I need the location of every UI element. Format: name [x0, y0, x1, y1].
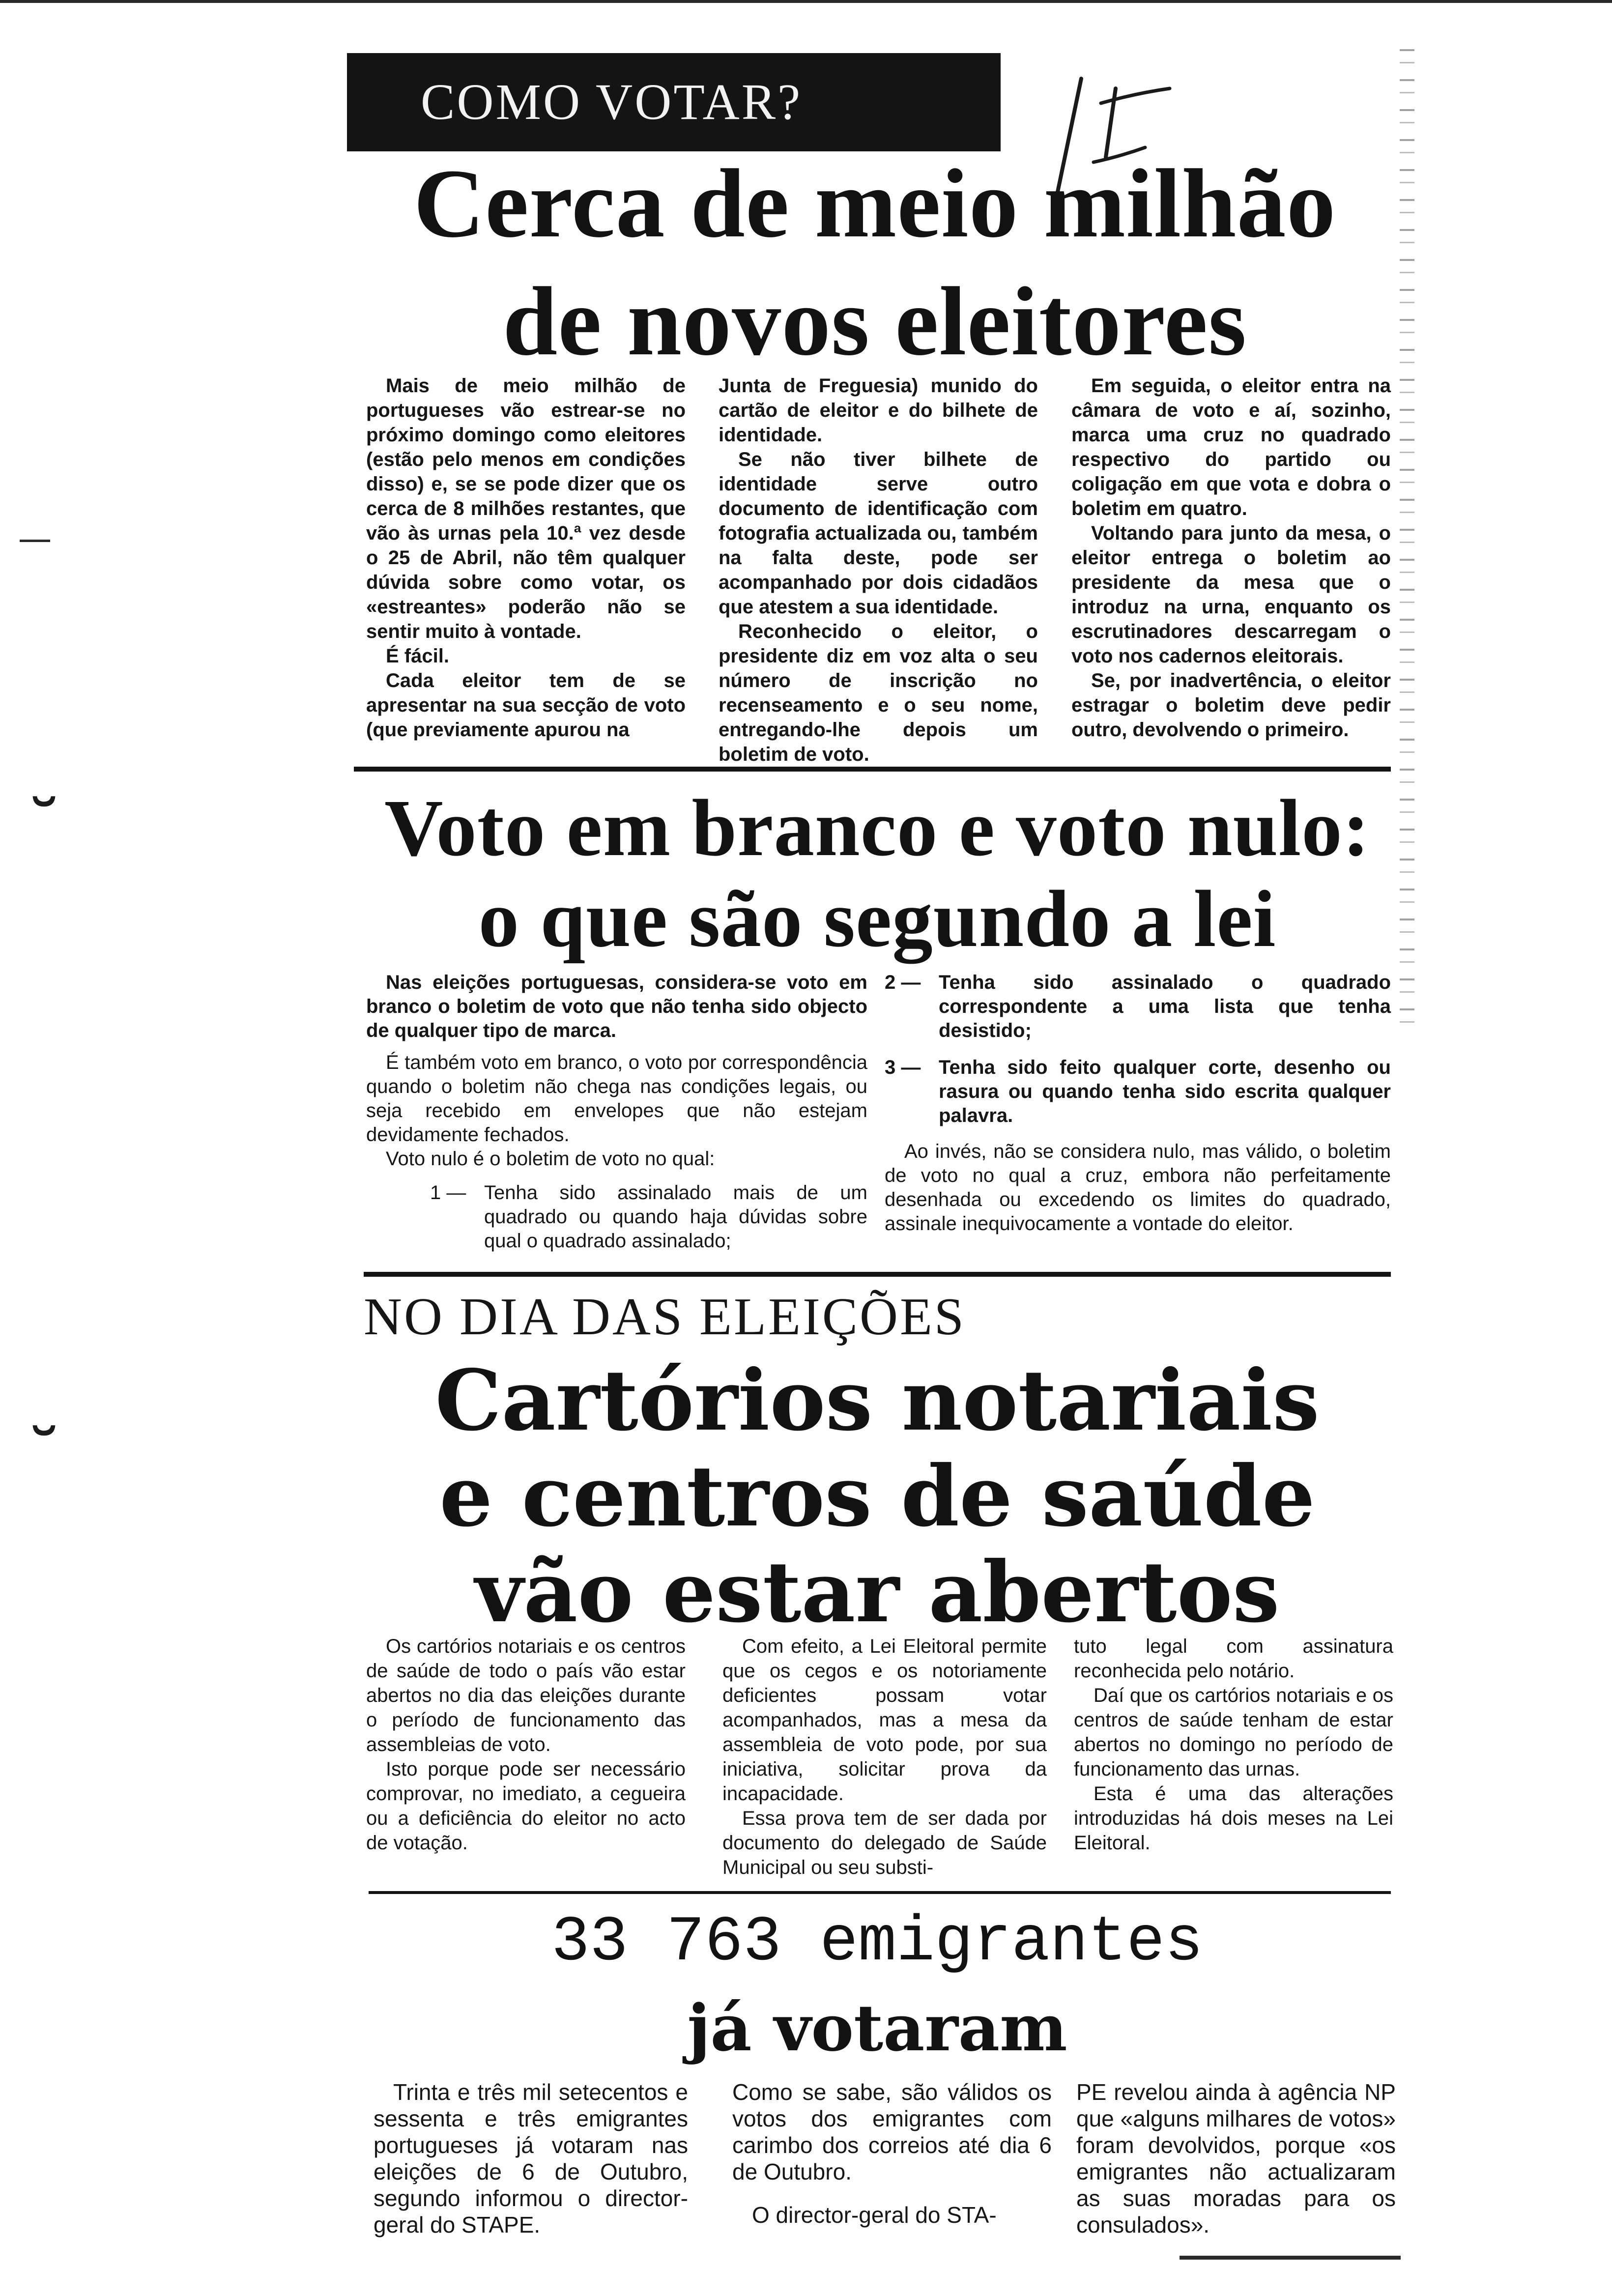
- paragraph: tuto legal com assinatura reconhecida pelo notário.: [1074, 1636, 1393, 1682]
- paragraph: Os cartórios notariais e os centros de saúde de todo o país vão estar abertos no dia das eleições durante o período de funcionamento das assembleias de voto.: [366, 1636, 686, 1755]
- section-kicker: COMO VOTAR?: [347, 53, 1001, 151]
- list-text: Tenha sido assinalado o quadrado correspondente a uma lista que tenha desistido;: [939, 972, 1391, 1041]
- paragraph: Ao invés, não se considera nulo, mas válido, o boletim de voto no qual a cruz, embora não perfeitamente desenhada ou excedendo os limites do quadrado, assinale inequivocamente a vontade do eleitor.: [885, 1141, 1391, 1234]
- article3-title-line3: vão estar abertos: [475, 1543, 1280, 1641]
- list-text: Tenha sido feito qualquer corte, desenho ou rasura ou quando tenha sido escrita qualquer palavra.: [939, 1057, 1391, 1126]
- article1-column-2: [719, 373, 1038, 767]
- paragraph: Se não tiver bilhete de identidade serve outro documento de identificação com fotografia actualizada ou, também na falta deste, pode ser acompanhado por dois cidadãos que atestem a sua identidade.: [719, 449, 1038, 618]
- list-item: [885, 971, 1391, 1043]
- article4-column-2: [732, 2079, 1052, 2228]
- article3-title-line2: e centros de saúde: [439, 1447, 1315, 1546]
- list-number: 2 —: [885, 972, 921, 993]
- paragraph: Cada eleitor tem de se apresentar na sua secção de voto (que previamente apurou na: [366, 670, 686, 741]
- bottom-edge-mark: [1180, 2256, 1401, 2260]
- article1-title-line1: Cerca de meio milhão: [413, 149, 1336, 258]
- paragraph: O director-geral do STA-: [752, 2202, 997, 2228]
- article2-column-2: [885, 971, 1391, 1236]
- paragraph: Daí que os cartórios notariais e os centros de saúde tenham de estar abertos no domingo no período de funcionamento das urnas.: [1074, 1685, 1393, 1780]
- list-number: 3 —: [885, 1057, 921, 1078]
- paragraph: Esta é uma das alterações introduzidas há dois meses na Lei Eleitoral.: [1074, 1783, 1393, 1854]
- scan-right-edge-noise: [1400, 49, 1414, 1032]
- margin-hole-mark-top: ˘: [26, 786, 62, 872]
- list-number: 1 —: [430, 1182, 466, 1204]
- paragraph: Em seguida, o eleitor entra na câmara de voto e aí, sozinho, marca uma cruz no quadrado respectivo do partido ou coligação em que vota e dobra o boletim em quatro.: [1071, 375, 1391, 519]
- list-text: Tenha sido assinalado mais de um quadrado ou quando haja dúvidas sobre qual o quadrado assinalado;: [484, 1182, 867, 1252]
- article4-title-line2: já votaram: [687, 1990, 1067, 2066]
- paragraph: Como se sabe, são válidos os votos dos emigrantes com carimbo dos correios até dia 6 de Outubro.: [732, 2079, 1052, 2184]
- paragraph: Nas eleições portuguesas, considera-se voto em branco o boletim de voto que não tenha sido objecto de qualquer tipo de marca.: [366, 972, 867, 1041]
- paragraph: Reconhecido o eleitor, o presidente diz em voz alta o seu número de inscrição no recenseamento e o seu nome, entregando-lhe depois um boletim de voto.: [719, 621, 1038, 765]
- article2-title-line2: o que são segundo a lei: [478, 874, 1276, 964]
- paragraph: Voto nulo é o boletim de voto no qual:: [386, 1148, 715, 1170]
- paragraph: É fácil.: [386, 645, 449, 667]
- paragraph: Isto porque pode ser necessário comprovar, no imediato, a cegueira ou a deficiência do eleitor no acto de votação.: [366, 1758, 686, 1854]
- divider-rule: [354, 767, 1391, 772]
- article1-title-line2: de novos eleitores: [502, 267, 1247, 376]
- article4-column-1: [374, 2079, 688, 2238]
- article1-column-1: [366, 373, 686, 742]
- margin-dash-mark: [20, 540, 50, 542]
- list-item: [885, 1056, 1391, 1128]
- article3-title-line1: Cartórios notariais: [435, 1351, 1320, 1450]
- scan-top-edge: [0, 0, 1612, 3]
- paragraph: Essa prova tem de ser dada por documento do delegado de Saúde Municipal ou seu substi-: [722, 1808, 1047, 1878]
- article4-title-line1: 33 763 emigrantes: [551, 1907, 1204, 1979]
- article3-column-1: [366, 1634, 686, 1855]
- paragraph: Voltando para junto da mesa, o eleitor entrega o boletim ao presidente da mesa que o introduz na urna, enquanto os escrutinadores descarregam o voto nos cadernos eleitorais.: [1071, 522, 1391, 667]
- margin-hole-mark-bottom: ˘: [26, 1415, 62, 1501]
- divider-rule: [364, 1272, 1391, 1277]
- paragraph: Mais de meio milhão de portugueses vão estrear-se no próximo domingo como eleitores (estão pelo menos em condições disso) e, se se pode dizer que os cerca de 8 milhões restantes, que vão às urnas pela 10.ª vez desde o 25 de Abril, não têm qualquer dúvida sobre como votar, os «estreantes» poderão não se sentir muito à vontade.: [366, 375, 686, 642]
- article4-column-3: [1076, 2079, 1396, 2238]
- article3-column-2: [722, 1634, 1047, 1880]
- paragraph: É também voto em branco, o voto por correspondência quando o boletim não chega nas condições legais, ou seja recebido em envelopes que não estejam devidamente fechados.: [366, 1052, 867, 1146]
- paragraph: PE revelou ainda à agência NP que «alguns milhares de votos» foram devolvidos, porque «os emigrantes não actualizaram as suas moradas para os consulados».: [1076, 2079, 1396, 2238]
- divider-rule: [369, 1891, 1391, 1894]
- list-item: [430, 1181, 867, 1253]
- paragraph: Trinta e três mil setecentos e sessenta e três emigrantes portugueses já votaram nas eleições de 6 de Outubro, segundo informou o director-geral do STAPE.: [374, 2079, 688, 2238]
- article3-column-3: [1074, 1634, 1393, 1855]
- article2-column-1: [366, 971, 867, 1253]
- paragraph: Com efeito, a Lei Eleitoral permite que os cegos e os notoriamente deficientes possam votar acompanhados, mas a mesa da assembleia de voto pode, por sua iniciativa, solicitar prova da incapacidade.: [722, 1636, 1047, 1805]
- article3-kicker: NO DIA DAS ELEIÇÕES: [364, 1288, 966, 1346]
- paragraph: Junta de Freguesia) munido do cartão de eleitor e do bilhete de identidade.: [719, 375, 1038, 446]
- article1-column-3: [1071, 373, 1391, 742]
- article2-title-line1: Voto em branco e voto nulo:: [384, 783, 1370, 873]
- paragraph: Se, por inadvertência, o eleitor estragar o boletim deve pedir outro, devolvendo o primeiro.: [1071, 670, 1391, 741]
